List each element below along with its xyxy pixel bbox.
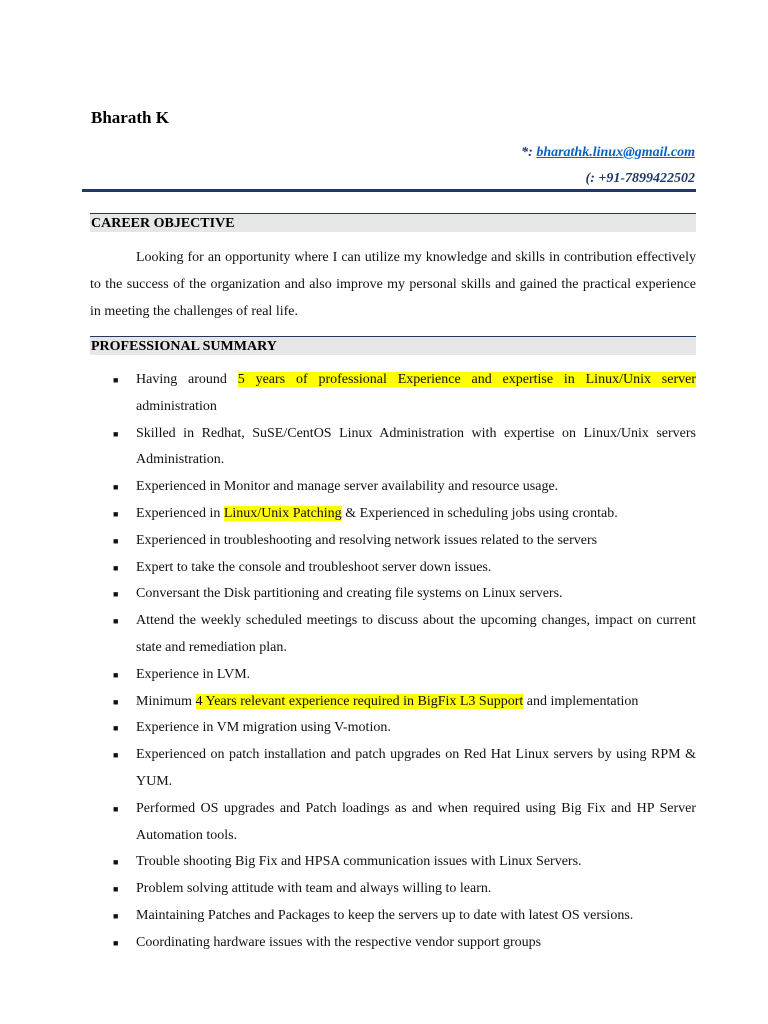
summary-list-item [0, 367, 696, 421]
summary-list-item [0, 474, 696, 501]
career-objective-text: Looking for an opportunity where I can utilize my knowledge and skills in contribution effectively to the success of the organization and also improve my personal skills and gained the practical experience in meeting the challenges of real life. [90, 250, 696, 319]
summary-item-text: Maintaining Patches and Packages to keep the servers up to date with latest OS versions. [136, 907, 634, 923]
bullet-square-icon: ■ [113, 857, 119, 868]
contact-email-line [521, 145, 695, 161]
summary-list-item [0, 555, 696, 582]
summary-item-text: Problem solving attitude with team and always willing to learn. [136, 881, 492, 897]
summary-item-text: Skilled in Redhat, SuSE/CentOS Linux Administration with expertise on Linux/Unix servers Administration. [136, 425, 696, 468]
bullet-square-icon: ■ [113, 535, 119, 546]
summary-item-text: Experienced in troubleshooting and resolving network issues related to the servers [136, 532, 598, 548]
candidate-name: Bharath K [91, 108, 169, 127]
summary-item-text: Expert to take the console and troubleshoot server down issues. [136, 559, 492, 575]
summary-list-item [0, 501, 696, 528]
summary-item-text: Experienced on patch installation and patch upgrades on Red Hat Linux servers by using RPM & YUM. [136, 747, 696, 789]
bullet-square-icon: ■ [113, 482, 119, 493]
summary-list-item [0, 930, 696, 957]
summary-item-highlight: 5 years of professional Experience and expertise in Linux/Unix server [237, 372, 696, 387]
summary-list-item [0, 742, 696, 796]
summary-item-text: Trouble shooting Big Fix and HPSA communication issues with Linux Servers. [136, 854, 582, 870]
summary-list-item [0, 608, 696, 662]
bullet-square-icon: ■ [113, 937, 119, 948]
summary-item-text: Experience in LVM. [136, 666, 251, 682]
email-link[interactable]: bharathk.linux@gmail.com [536, 145, 695, 160]
bullet-square-icon: ■ [113, 428, 119, 439]
bullet-square-icon: ■ [113, 589, 119, 600]
summary-list-item [0, 662, 696, 689]
summary-item-highlight: Linux/Unix Patching [223, 505, 342, 521]
bullet-square-icon: ■ [113, 723, 119, 734]
summary-list-item [0, 421, 696, 475]
summary-item-text: Minimum [136, 693, 196, 709]
summary-list-item [0, 715, 696, 742]
bullet-square-icon: ■ [113, 910, 119, 921]
bullet-square-icon: ■ [113, 696, 119, 707]
bullet-square-icon: ■ [113, 884, 119, 895]
summary-list-item [0, 689, 696, 716]
bullet-square-icon: ■ [113, 375, 119, 385]
bullet-square-icon: ■ [113, 616, 119, 627]
bullet-square-icon: ■ [113, 750, 119, 761]
bullet-square-icon: ■ [113, 508, 119, 519]
summary-item-text: Attend the weekly scheduled meetings to discuss about the upcoming changes, impact on current state and remediation plan. [136, 613, 696, 655]
summary-item-text-after: & Experienced in scheduling jobs using crontab. [341, 505, 618, 521]
summary-list-item [0, 581, 696, 608]
email-symbol: *: [521, 145, 537, 160]
summary-item-highlight: 4 Years relevant experience required in BigFix L3 Support [195, 693, 524, 709]
summary-item-text: Coordinating hardware issues with the respective vendor support groups [136, 934, 542, 950]
header-divider [82, 189, 696, 192]
summary-list-item [0, 796, 696, 850]
summary-item-text: Conversant the Disk partitioning and creating file systems on Linux servers. [136, 586, 563, 602]
summary-list-item [0, 849, 696, 876]
summary-list-item [0, 903, 696, 930]
professional-summary-heading: PROFESSIONAL SUMMARY [90, 336, 696, 355]
summary-item-text-after: administration [136, 398, 217, 414]
summary-item-text: Having around [136, 372, 238, 387]
contact-phone: (: +91-7899422502 [585, 171, 695, 186]
career-objective-heading: CAREER OBJECTIVE [90, 213, 696, 232]
summary-item-text: Experienced in Monitor and manage server availability and resource usage. [136, 479, 559, 495]
summary-list-item [0, 876, 696, 903]
summary-item-text: Performed OS upgrades and Patch loadings as and when required using Big Fix and HP Server Automation tools. [136, 800, 696, 843]
bullet-square-icon: ■ [113, 562, 119, 573]
summary-item-text: Experience in VM migration using V-motion. [136, 720, 391, 736]
summary-list-item [0, 528, 696, 555]
professional-summary-list [0, 367, 768, 957]
bullet-square-icon: ■ [113, 803, 119, 814]
bullet-square-icon: ■ [113, 669, 119, 680]
summary-item-text-after: and implementation [523, 693, 639, 709]
summary-item-text: Experienced in [136, 505, 224, 521]
